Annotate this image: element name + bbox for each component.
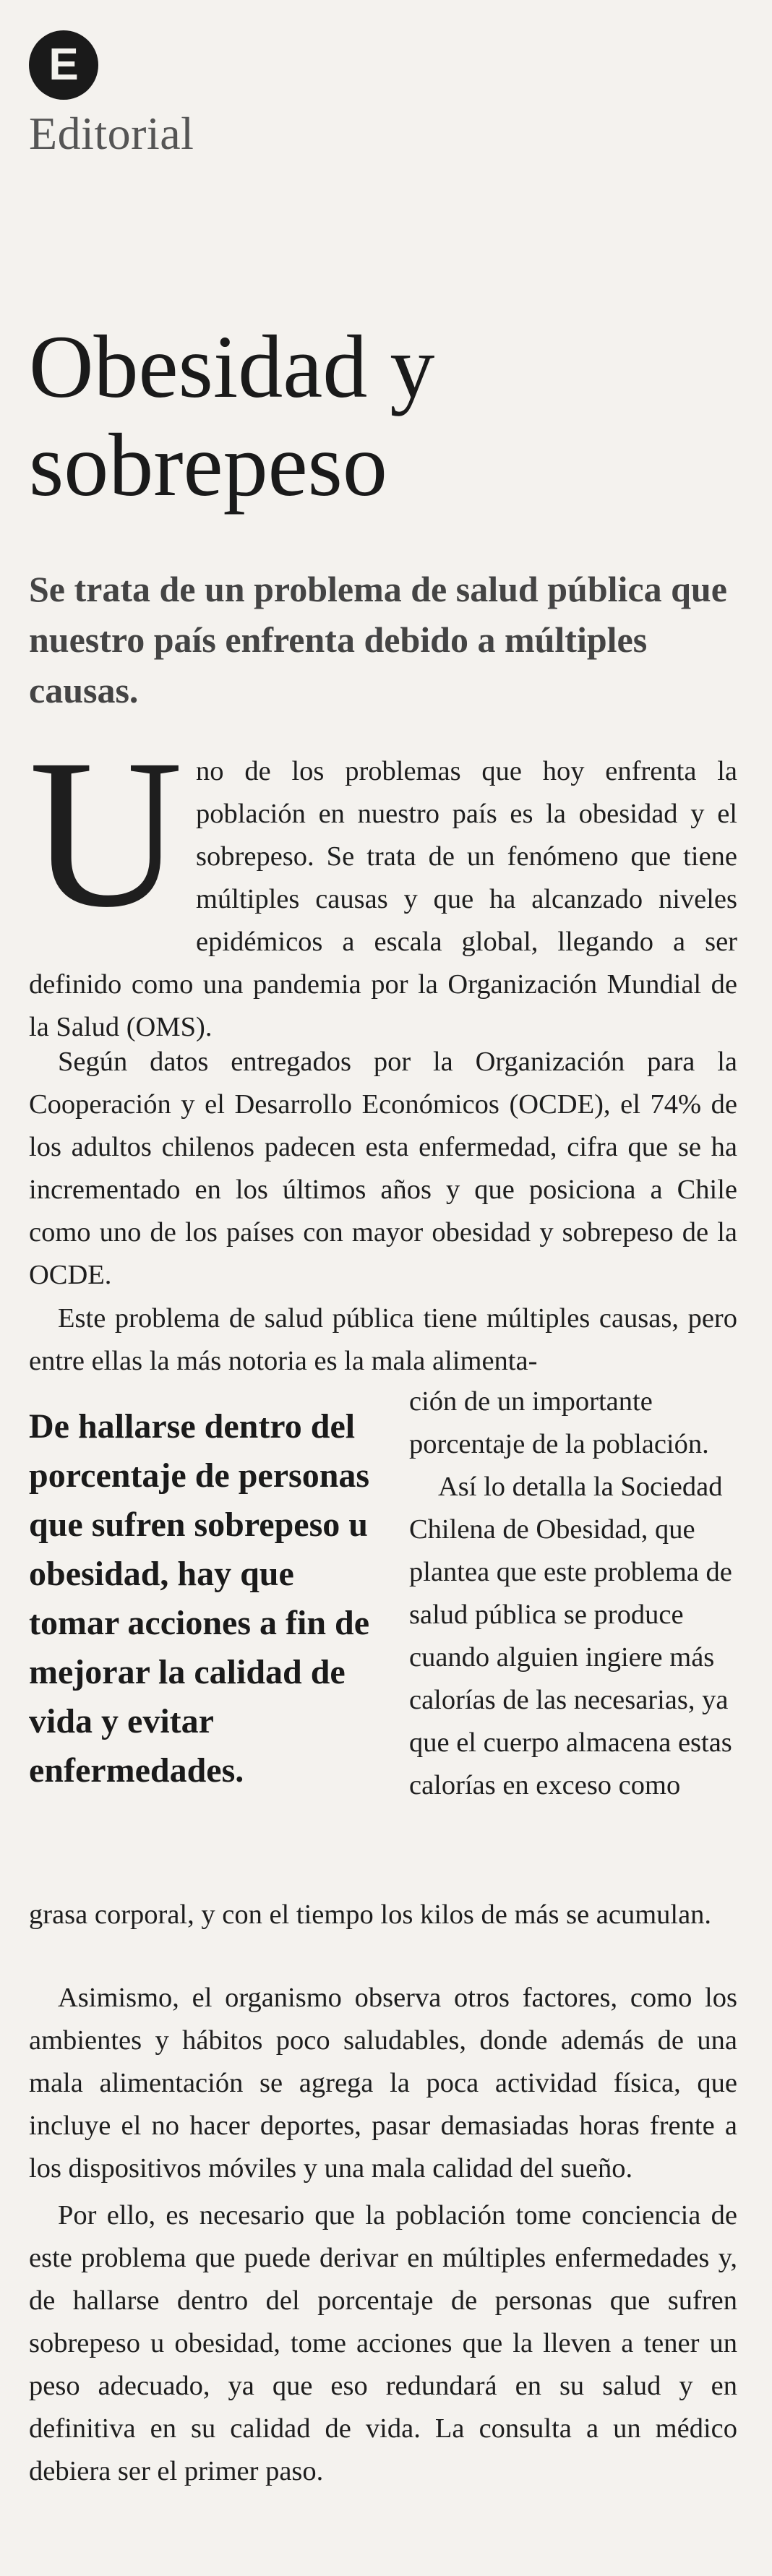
paragraph-4-continued: grasa corporal, y con el tiempo los kilos de más se acumulan.: [29, 1899, 712, 1930]
paragraph-5: Asimismo, el organismo observa otros factores, como los ambientes y hábitos poco saludables, donde además de una mala alimentación se agrega la poca actividad física, que incluye el no hacer deportes, pasar demasiadas horas frente a los dispositivos móviles y una mala calidad del sueño.: [29, 1983, 737, 2184]
right-column: [409, 1381, 734, 1807]
paragraph-2: Según datos entregados por la Organización para la Cooperación y el Desarrollo Económicos (OCDE), el 74% de los adultos chilenos padecen esta enfermedad, cifra que se ha incrementado en los últimos años y que posiciona a Chile como uno de los países con mayor obesidad y sobrepeso de la OCDE.: [29, 1047, 737, 1290]
section-badge: E: [29, 30, 98, 100]
paragraph-3-continued: ción de un importante porcentaje de la población.: [409, 1386, 709, 1459]
paragraph-6: Por ello, es necesario que la población tome conciencia de este problema que puede derivar en múltiples enfermedades y, de hallarse dentro del porcentaje de personas que sufren sobrepeso u obesidad, tome acciones que la lleven a tener un peso adecuado, ya que eso redundará en su salud y en definitiva en su calidad de vida. La consulta a un médico debiera ser el primer paso.: [29, 2200, 737, 2486]
article-subtitle: Se trata de un problema de salud pública que nuestro país enfrenta debido a múltiples causas.: [29, 569, 727, 710]
pull-quote: De hallarse dentro del porcentaje de personas que sufren sobrepeso u obesidad, hay que tomar acciones a fin de mejorar la calidad de vida y evitar enfermedades.: [29, 1407, 370, 1790]
paragraph-1: [29, 715, 737, 1049]
section-label: Editorial: [29, 108, 194, 159]
paragraph-4: Así lo detalla la Sociedad Chilena de Obesidad, que plantea que este problema de salud pública se produce cuando alguien ingiere más calorías de las necesarias, ya que el cuerpo almacena estas calorías en exceso como: [409, 1472, 732, 1800]
article-title: Obesidad y sobrepeso: [29, 317, 435, 515]
paragraph-3: Este problema de salud pública tiene múltiples causas, pero entre ellas la más notoria es la mala alimenta-: [29, 1303, 737, 1376]
paragraph-1-text: no de los problemas que hoy enfrenta la población en nuestro país es la obesidad y el sobrepeso. Se trata de un fenómeno que tiene múltiples causas y que ha alcanzado niveles epidémicos a escala global, llegando a ser definido como una pandemia por la Organización Mundial de la Salud (OMS).: [29, 756, 737, 1042]
drop-cap: U: [29, 715, 184, 951]
